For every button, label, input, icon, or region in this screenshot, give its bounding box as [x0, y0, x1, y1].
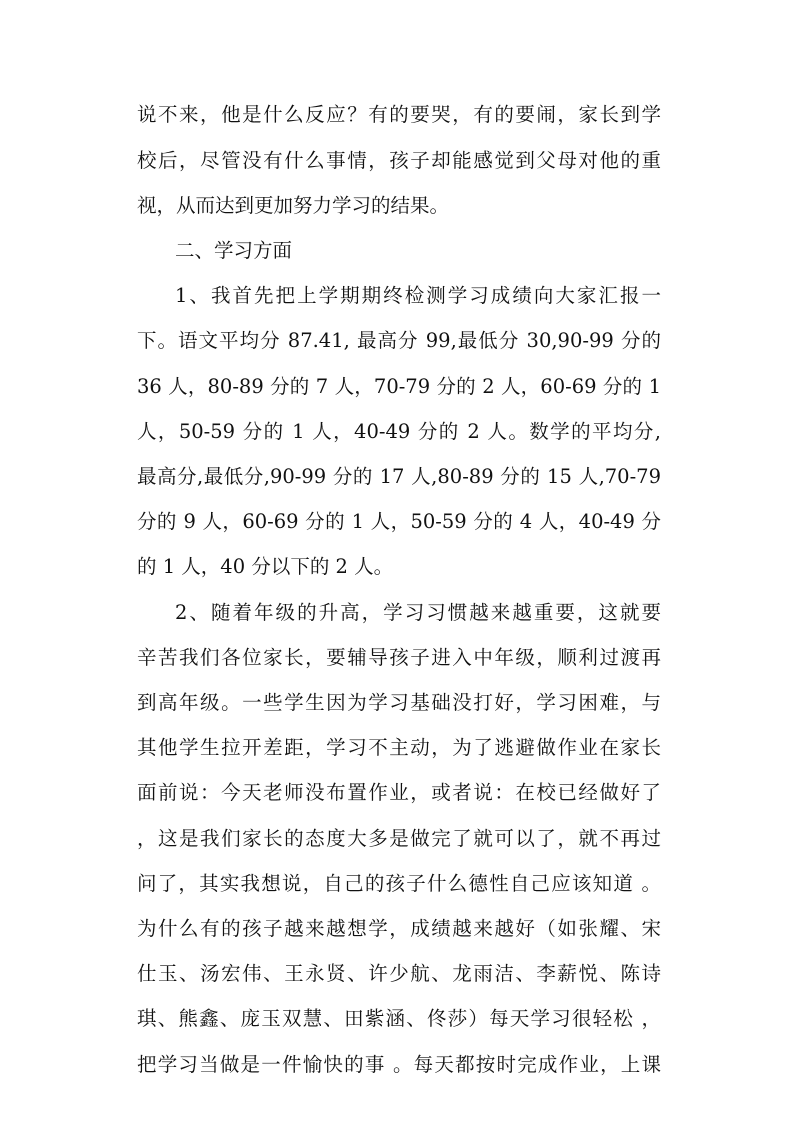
text-line-15: 其他学生拉开差距，学习不主动，为了逃避做作业在家长: [137, 736, 661, 759]
text-line-7: 36 人，80-89 分的 7 人，70-79 分的 2 人，60-69 分的 1: [137, 375, 661, 398]
text-line-6: 下。语文平均分 87.41, 最高分 99,最低分 30,90-99 分的: [137, 329, 661, 352]
text-line-14: 到高年级。一些学生因为学习基础没打好，学习困难，与: [137, 691, 661, 714]
text-line-5: 1、我首先把上学期期终检测学习成绩向大家汇报一: [175, 284, 661, 307]
text-line-16: 面前说：今天老师没布置作业，或者说：在校已经做好了: [137, 781, 661, 804]
text-line-18: 问了，其实我想说，自己的孩子什么德性自己应该知道 。: [137, 872, 661, 895]
text-line-3: 视，从而达到更加努力学习的结果。: [137, 194, 450, 217]
section-heading: 二、学习方面: [175, 239, 293, 262]
text-line-21: 琪、熊鑫、庞玉双慧、田紫涵、佟莎）每天学习很轻松 ，: [137, 1007, 661, 1030]
text-line-9: 最高分,最低分,90-99 分的 17 人,80-89 分的 15 人,70-79: [137, 465, 661, 488]
text-line-12: 2、随着年级的升高，学习习惯越来越重要，这就要: [175, 601, 661, 624]
text-line-11: 的 1 人，40 分以下的 2 人。: [137, 555, 394, 578]
text-line-19: 为什么有的孩子越来越想学，成绩越来越好（如张耀、宋: [137, 917, 661, 940]
text-line-22: 把学习当做是一件愉快的事 。每天都按时完成作业，上课: [137, 1053, 661, 1076]
text-line-1: 说不来，他是什么反应？有的要哭，有的要闹，家长到学: [137, 103, 661, 126]
text-line-17: ，这是我们家长的态度大多是做完了就可以了，就不再过: [137, 827, 661, 850]
text-line-13: 辛苦我们各位家长，要辅导孩子进入中年级，顺利过渡再: [137, 646, 661, 669]
text-line-20: 仕玉、汤宏伟、王永贤、许少航、龙雨洁、李薪悦、陈诗: [137, 962, 661, 985]
text-line-2: 校后，尽管没有什么事情，孩子却能感觉到父母对他的重: [137, 149, 661, 172]
text-line-8: 人，50-59 分的 1 人，40-49 分的 2 人。数学的平均分,: [137, 420, 661, 443]
text-line-10: 分的 9 人，60-69 分的 1 人，50-59 分的 4 人，40-49 分: [137, 510, 661, 533]
